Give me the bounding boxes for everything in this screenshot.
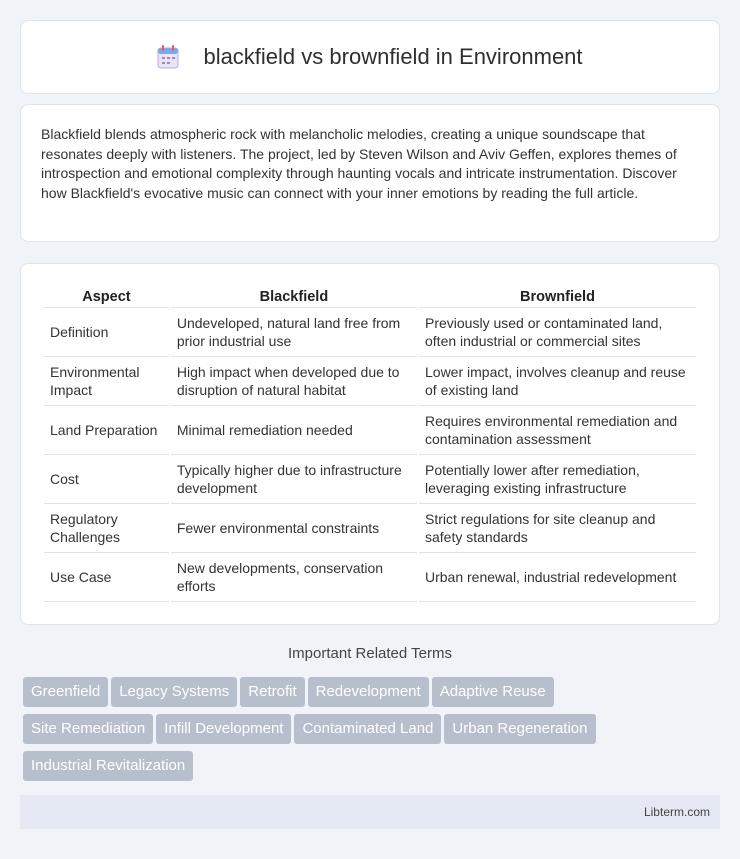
- cell-aspect: Definition: [44, 308, 169, 357]
- cell-brownfield: Urban renewal, industrial redevelopment: [419, 553, 696, 602]
- table-row: [44, 406, 696, 455]
- header-blackfield: Blackfield: [171, 284, 417, 308]
- cell-blackfield: Minimal remediation needed: [171, 406, 417, 455]
- intro-card: [20, 104, 720, 242]
- header-brownfield: Brownfield: [419, 284, 696, 308]
- tag-contaminated-land[interactable]: Contaminated Land: [294, 714, 441, 744]
- tag-retrofit[interactable]: Retrofit: [240, 677, 304, 707]
- tag-adaptive-reuse[interactable]: Adaptive Reuse: [432, 677, 554, 707]
- tag-legacy-systems[interactable]: Legacy Systems: [111, 677, 237, 707]
- cell-aspect: Land Preparation: [44, 406, 169, 455]
- cell-brownfield: Lower impact, involves cleanup and reuse of existing land: [419, 357, 696, 406]
- tag-infill-development[interactable]: Infill Development: [156, 714, 291, 744]
- tag-redevelopment[interactable]: Redevelopment: [308, 677, 429, 707]
- related-terms-heading: Important Related Terms: [288, 645, 452, 662]
- cell-brownfield: Strict regulations for site cleanup and safety standards: [419, 504, 696, 553]
- tag-urban-regeneration[interactable]: Urban Regeneration: [444, 714, 595, 744]
- related-terms-list: [23, 677, 723, 788]
- cell-aspect: Environmental Impact: [44, 357, 169, 406]
- table-row: [44, 504, 696, 553]
- cell-brownfield: Potentially lower after remediation, leveraging existing infrastructure: [419, 455, 696, 504]
- footer-site-link[interactable]: Libterm.com: [643, 805, 710, 819]
- comparison-table: [42, 284, 698, 602]
- page-title: blackfield vs brownfield in Environment: [203, 44, 583, 69]
- title-card: [20, 20, 720, 94]
- intro-text: Blackfield blends atmospheric rock with melancholic melodies, creating a unique soundscape that resonates deeply with listeners. The project, led by Steven Wilson and Aviv Geffen, explores themes of introspection and emotional complexity through haunting vocals and intricate instrumentation. Discover how Blackfield's evocative music can connect with your inner emotions by reading the full article.: [41, 126, 677, 201]
- cell-blackfield: Fewer environmental constraints: [171, 504, 417, 553]
- cell-aspect: Cost: [44, 455, 169, 504]
- comparison-card: [20, 263, 720, 625]
- header-aspect: Aspect: [44, 284, 169, 308]
- tag-greenfield[interactable]: Greenfield: [23, 677, 108, 707]
- tag-site-remediation[interactable]: Site Remediation: [23, 714, 153, 744]
- table-row: [44, 553, 696, 602]
- cell-blackfield: Undeveloped, natural land free from prior industrial use: [171, 308, 417, 357]
- cell-aspect: Regulatory Challenges: [44, 504, 169, 553]
- cell-brownfield: Previously used or contaminated land, often industrial or commercial sites: [419, 308, 696, 357]
- table-header-row: [44, 284, 696, 308]
- table-row: [44, 357, 696, 406]
- table-row: [44, 455, 696, 504]
- cell-blackfield: Typically higher due to infrastructure development: [171, 455, 417, 504]
- cell-blackfield: High impact when developed due to disruption of natural habitat: [171, 357, 417, 406]
- tag-industrial-revitalization[interactable]: Industrial Revitalization: [23, 751, 193, 781]
- calendar-icon: [157, 45, 179, 69]
- footer: [20, 795, 720, 829]
- cell-aspect: Use Case: [44, 553, 169, 602]
- cell-blackfield: New developments, conservation efforts: [171, 553, 417, 602]
- table-row: [44, 308, 696, 357]
- cell-brownfield: Requires environmental remediation and contamination assessment: [419, 406, 696, 455]
